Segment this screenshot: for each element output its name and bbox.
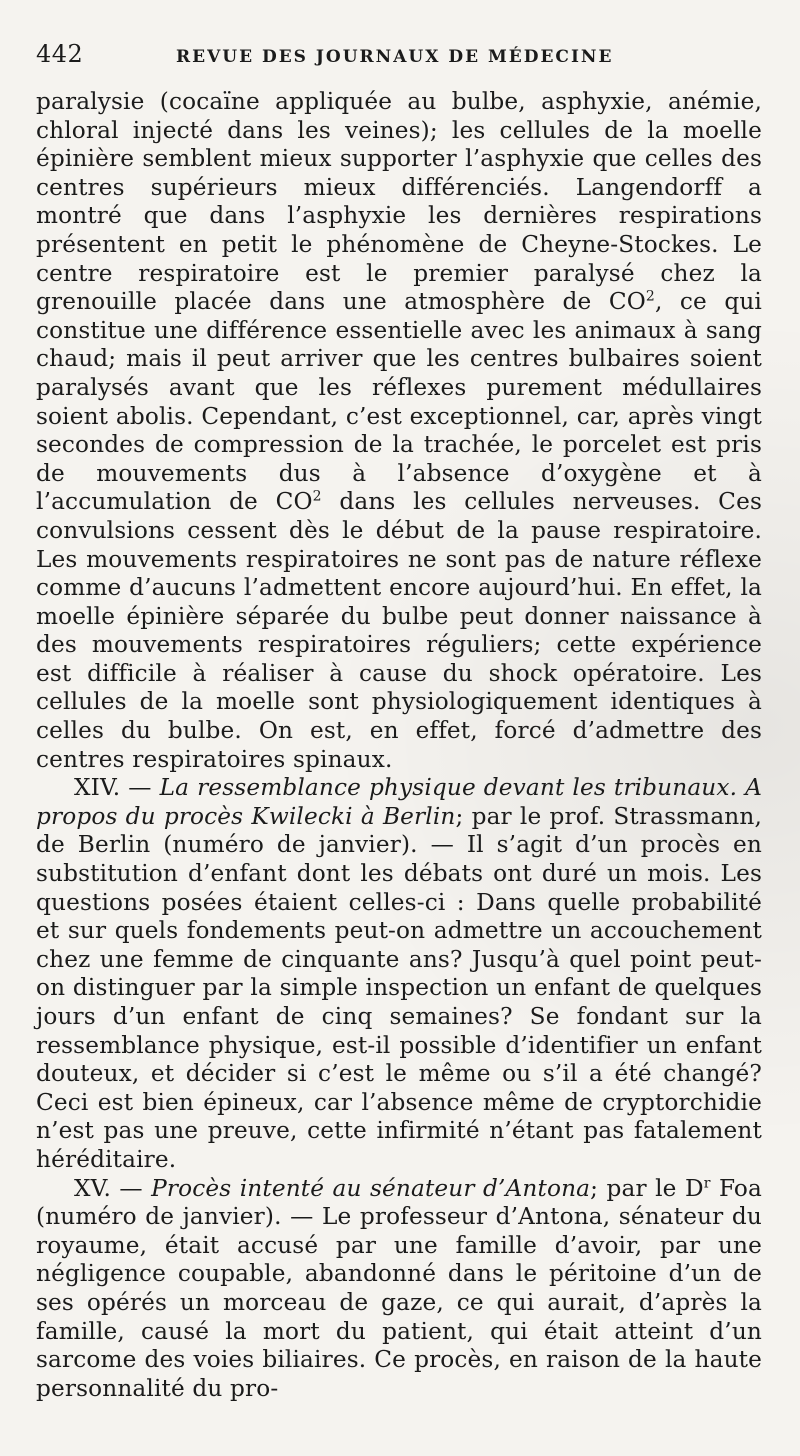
body-text [36, 88, 762, 1403]
section-number: XV. — [74, 1174, 152, 1202]
paragraph-section-xiv [36, 774, 762, 1174]
paragraph-section-xv [36, 1175, 762, 1404]
paragraph-text: , ce qui constitue une différence essentielle avec les animaux à sang chaud; mais il peut arriver que les centres bulbaires soient paralysés avant que les réflexes purement médullaires soient abolis. Cependant, c’est exceptionnel, car, après vingt secondes de compression de la trachée, le porcelet est pris de mouvements dus à l’absence d’oxygène et à l’accumulation de CO [36, 288, 762, 516]
superscript: 2 [312, 488, 322, 505]
paragraph-text: ; par le prof. Strassmann, de Berlin (numéro de janvier). — Il s’agit d’un procès en substitution d’enfant dont les débats ont duré un mois. Les questions posées étaient celles-ci : Dans quelle probabilité et sur quels fondements peut-on admettre un accouchement chez une femme de cinquante ans? Jusqu’à quel point peut-on distinguer par la simple inspection un enfant de quelques jours d’un enfant de cinq semaines? Se fondant sur la ressemblance physique, est-il possible d’identifier un enfant douteux, et décider si c’est le même ou s’il a été changé? Ceci est bien épineux, car l’absence même de cryptorchidie n’est pas une preuve, cette infirmité n’étant pas fatalement héréditaire. [36, 802, 762, 1173]
running-header [36, 40, 762, 80]
paragraph-text: ; par le D [590, 1174, 704, 1202]
section-number: XIV. — [74, 774, 160, 802]
superscript: 2 [645, 288, 655, 305]
paragraph-text: paralysie (cocaïne appliquée au bulbe, asphyxie, anémie, chloral injecté dans les veines); les cellules de la moelle épinière semblent mieux supporter l’asphyxie que celles des centres supérieurs mieux différenciés. Langendorff a montré que dans l’asphyxie les dernières respirations présentent en petit le phénomène de Cheyne-Stockes. Le centre respiratoire est le premier paralysé chez la grenouille placée dans une atmosphère de CO [36, 88, 762, 316]
article-title: La ressemblance physique devant les tribunaux. A propos du procès Kwilecki à Berlin [36, 774, 762, 830]
paragraph-continuation [36, 88, 762, 774]
paragraph-text: dans les cellules nerveuses. Ces convulsions cessent dès le début de la pause respiratoire. Les mouvements respiratoires ne sont pas de nature réflexe comme d’aucuns l’admettent encore aujourd’hui. En effet, la moelle épinière séparée du bulbe peut donner naissance à des mouvements respiratoires réguliers; cette expérience est difficile à réaliser à cause du shock opératoire. Les cellules de la moelle sont physiologiquement identiques à celles du bulbe. On est, en effet, forcé d’admettre des centres respiratoires spinaux. [36, 488, 762, 773]
superscript: r [703, 1174, 711, 1191]
article-title: Procès intenté au sénateur d’Antona [151, 1174, 591, 1202]
journal-title: REVUE DES JOURNAUX DE MÉDECINE [176, 47, 614, 67]
page-number: 442 [36, 40, 84, 68]
paragraph-text: Foa (numéro de janvier). — Le professeur d’Antona, sénateur du royaume, était accusé par une famille d’avoir, par une négligence coupable, abandonné dans le péritoine d’un de ses opérés un morceau de gaze, ce qui aurait, d’après la famille, causé la mort du patient, qui était atteint d’un sarcome des voies biliaires. Ce procès, en raison de la haute personnalité du pro- [36, 1174, 762, 1402]
